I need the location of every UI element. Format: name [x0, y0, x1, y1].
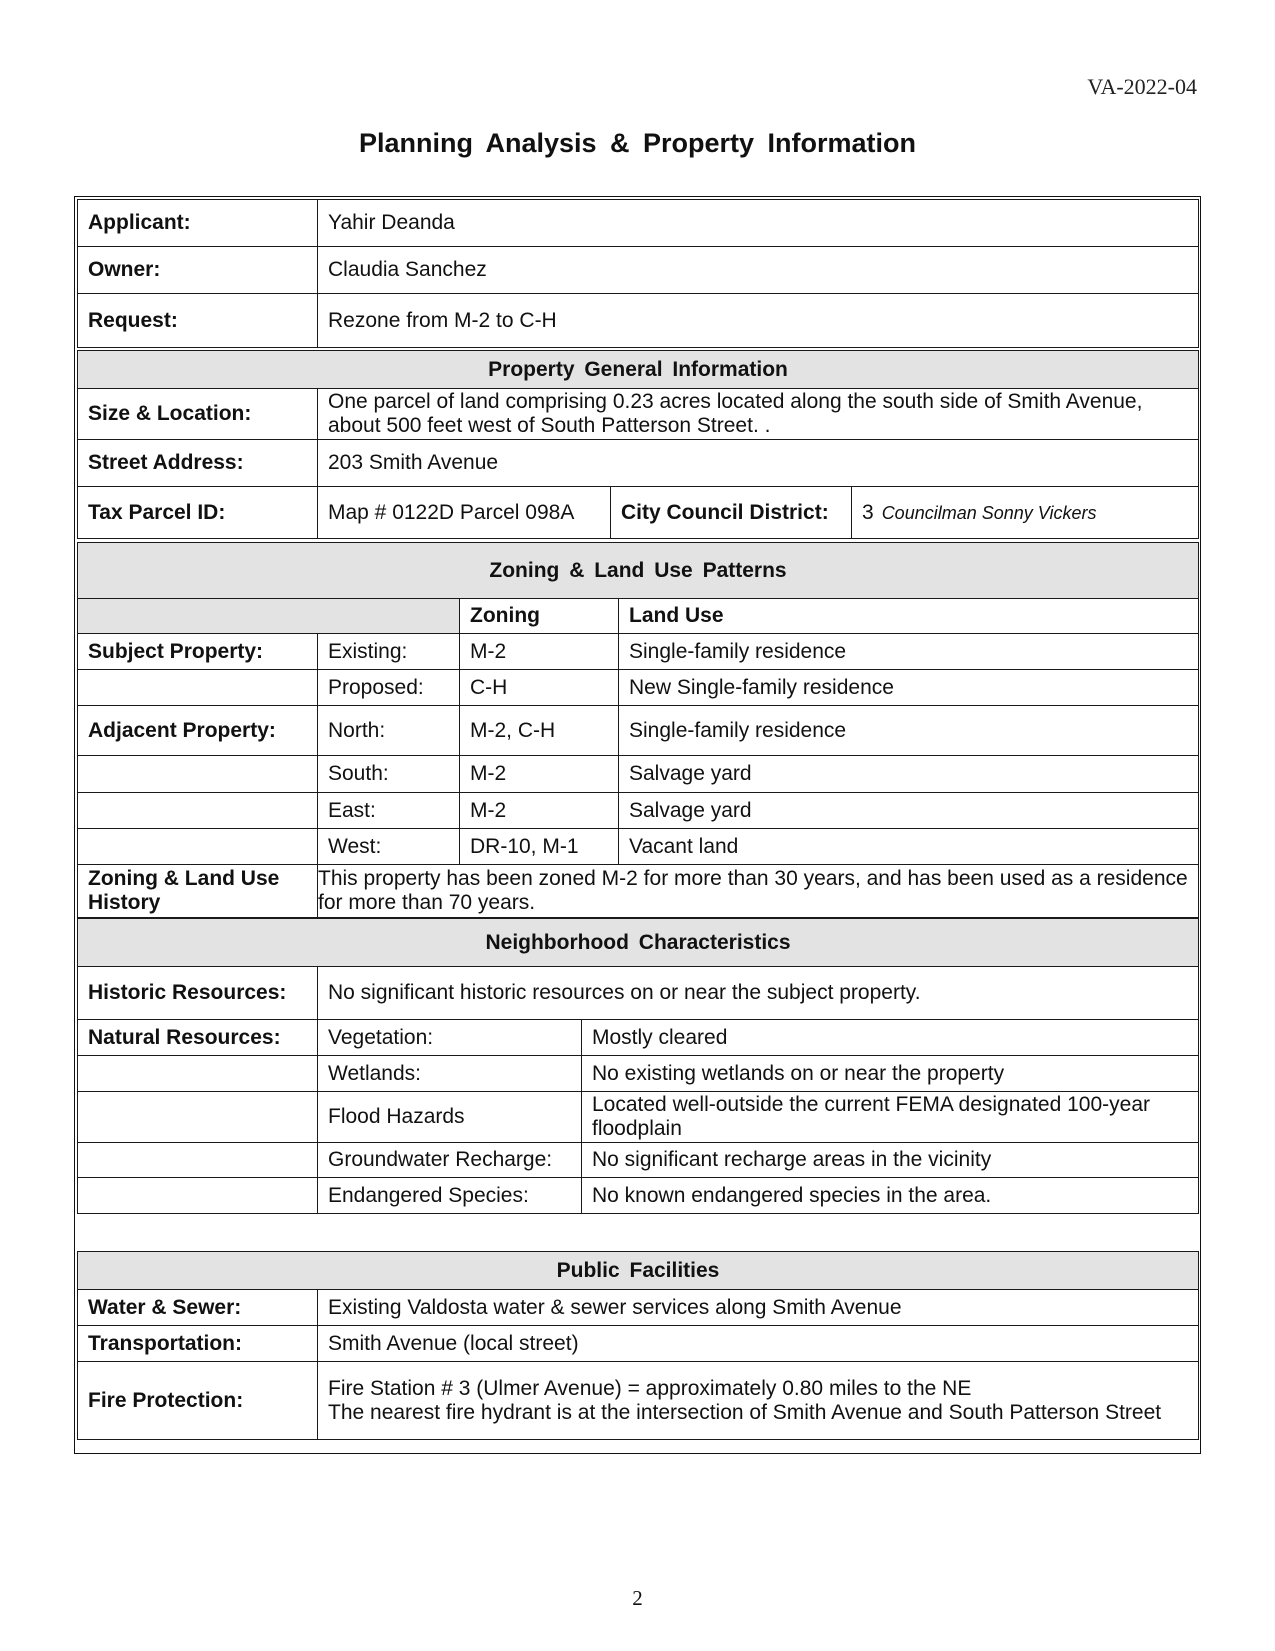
- adjacent-direction: East:: [318, 793, 460, 829]
- zoning-column-header: Zoning: [460, 599, 619, 634]
- adjacent-property-label: Adjacent Property:: [78, 706, 318, 756]
- adjacent-direction: North:: [318, 706, 460, 756]
- empty-cell: [78, 793, 318, 829]
- natural-value: No known endangered species in the area.: [582, 1178, 1199, 1214]
- adjacent-land-use: Single-family residence: [619, 706, 1199, 756]
- natural-value: Mostly cleared: [582, 1020, 1199, 1056]
- adjacent-zoning: M-2, C-H: [460, 706, 619, 756]
- subject-property-label: Subject Property:: [78, 634, 318, 670]
- property-general-header: Property General Information: [78, 351, 1199, 389]
- street-address-label: Street Address:: [78, 440, 318, 487]
- empty-cell: [78, 1092, 318, 1143]
- size-location-label: Size & Location:: [78, 389, 318, 440]
- water-sewer-row: [78, 1290, 1199, 1326]
- adjacent-land-use: Vacant land: [619, 829, 1199, 865]
- council-district-label: City Council District:: [611, 487, 852, 539]
- zoning-patterns-block: [77, 542, 1198, 918]
- adjacent-land-use: Salvage yard: [619, 793, 1199, 829]
- zoning-patterns-header: Zoning & Land Use Patterns: [78, 543, 1199, 599]
- request-value: Rezone from M-2 to C-H: [318, 294, 1199, 348]
- fire-station-line: Fire Station # 3 (Ulmer Avenue) = approximately 0.80 miles to the NE: [328, 1376, 972, 1400]
- historic-resources-label: Historic Resources:: [78, 967, 318, 1020]
- transportation-label: Transportation:: [78, 1326, 318, 1362]
- water-sewer-value: Existing Valdosta water & sewer services along Smith Avenue: [318, 1290, 1199, 1326]
- empty-cell: [78, 1143, 318, 1178]
- subject-direction: Proposed:: [318, 670, 460, 706]
- subject-land-use: Single-family residence: [619, 634, 1199, 670]
- table-row: [78, 670, 1199, 706]
- page-title: Planning Analysis & Property Information: [358, 128, 917, 158]
- adjacent-zoning: DR-10, M-1: [460, 829, 619, 865]
- owner-row: [78, 247, 1199, 294]
- fire-hydrant-line: The nearest fire hydrant is at the intersection of Smith Avenue and South Patterson Street: [328, 1400, 1162, 1424]
- historic-resources-row: [78, 967, 1199, 1020]
- owner-value: Claudia Sanchez: [318, 247, 1199, 294]
- tax-parcel-value: Map # 0122D Parcel 098A: [318, 487, 611, 539]
- empty-cell: [78, 670, 318, 706]
- public-facilities-block: [77, 1251, 1198, 1440]
- applicant-value: Yahir Deanda: [318, 200, 1199, 247]
- adjacent-zoning: M-2: [460, 793, 619, 829]
- natural-resources-label: Natural Resources:: [78, 1020, 318, 1056]
- property-general-block: [77, 350, 1198, 539]
- natural-item: Groundwater Recharge:: [318, 1143, 582, 1178]
- neighborhood-block: [77, 918, 1198, 1214]
- adjacent-direction: South:: [318, 756, 460, 793]
- table-row: [78, 793, 1199, 829]
- adjacent-zoning: M-2: [460, 756, 619, 793]
- council-district-number: 3: [862, 500, 874, 524]
- table-row: [78, 1056, 1199, 1092]
- owner-label: Owner:: [78, 247, 318, 294]
- request-row: [78, 294, 1199, 348]
- natural-item: Endangered Species:: [318, 1178, 582, 1214]
- historic-resources-value: No significant historic resources on or near the subject property.: [318, 967, 1199, 1020]
- table-row: [78, 1092, 1199, 1143]
- natural-item: Flood Hazards: [318, 1092, 582, 1143]
- tax-parcel-label: Tax Parcel ID:: [78, 487, 318, 539]
- subject-direction: Existing:: [318, 634, 460, 670]
- table-row: [78, 1020, 1199, 1056]
- table-row: [78, 1178, 1199, 1214]
- council-district-value: [852, 487, 1199, 539]
- street-address-value: 203 Smith Avenue: [318, 440, 1199, 487]
- natural-value: No existing wetlands on or near the property: [582, 1056, 1199, 1092]
- water-sewer-label: Water & Sewer:: [78, 1290, 318, 1326]
- subject-land-use: New Single-family residence: [619, 670, 1199, 706]
- table-row: [78, 756, 1199, 793]
- page-number: 2: [632, 1586, 643, 1610]
- empty-cell: [78, 1178, 318, 1214]
- zoning-column-headers: [78, 599, 1199, 634]
- street-address-row: [78, 440, 1199, 487]
- tax-parcel-row: [78, 487, 1199, 539]
- neighborhood-header: Neighborhood Characteristics: [78, 919, 1199, 967]
- natural-value: Located well-outside the current FEMA designated 100-year floodplain: [582, 1092, 1199, 1143]
- empty-cell: [78, 756, 318, 793]
- applicant-label: Applicant:: [78, 200, 318, 247]
- fire-protection-row: [78, 1362, 1199, 1440]
- councilman-name: Councilman Sonny Vickers: [881, 502, 1097, 523]
- empty-cell: [78, 829, 318, 865]
- subject-zoning: C-H: [460, 670, 619, 706]
- adjacent-direction: West:: [318, 829, 460, 865]
- natural-item: Wetlands:: [318, 1056, 582, 1092]
- zoning-history-label: Zoning & Land Use History: [78, 865, 318, 918]
- subject-zoning: M-2: [460, 634, 619, 670]
- zoning-history-row: [78, 865, 1199, 918]
- table-row: [78, 634, 1199, 670]
- applicant-row: [78, 200, 1199, 247]
- request-label: Request:: [78, 294, 318, 348]
- natural-item: Vegetation:: [318, 1020, 582, 1056]
- case-number: VA-2022-04: [1087, 74, 1197, 99]
- size-location-row: [78, 389, 1199, 440]
- natural-value: No significant recharge areas in the vicinity: [582, 1143, 1199, 1178]
- transportation-value: Smith Avenue (local street): [318, 1326, 1199, 1362]
- adjacent-land-use: Salvage yard: [619, 756, 1199, 793]
- table-row: [78, 829, 1199, 865]
- public-facilities-header: Public Facilities: [78, 1252, 1199, 1290]
- transportation-row: [78, 1326, 1199, 1362]
- empty-cell: [78, 1056, 318, 1092]
- table-row: [78, 706, 1199, 756]
- applicant-block: [77, 199, 1198, 348]
- zoning-history-value: This property has been zoned M-2 for more than 30 years, and has been used as a residence for more than 70 years.: [318, 865, 1199, 918]
- fire-protection-value: [318, 1362, 1199, 1440]
- table-row: [78, 1143, 1199, 1178]
- size-location-value: One parcel of land comprising 0.23 acres located along the south side of Smith Avenue, about 500 feet west of South Patterson Street. .: [318, 389, 1199, 440]
- zoning-blank-header: [78, 599, 460, 634]
- fire-protection-label: Fire Protection:: [78, 1362, 318, 1440]
- land-use-column-header: Land Use: [619, 599, 1199, 634]
